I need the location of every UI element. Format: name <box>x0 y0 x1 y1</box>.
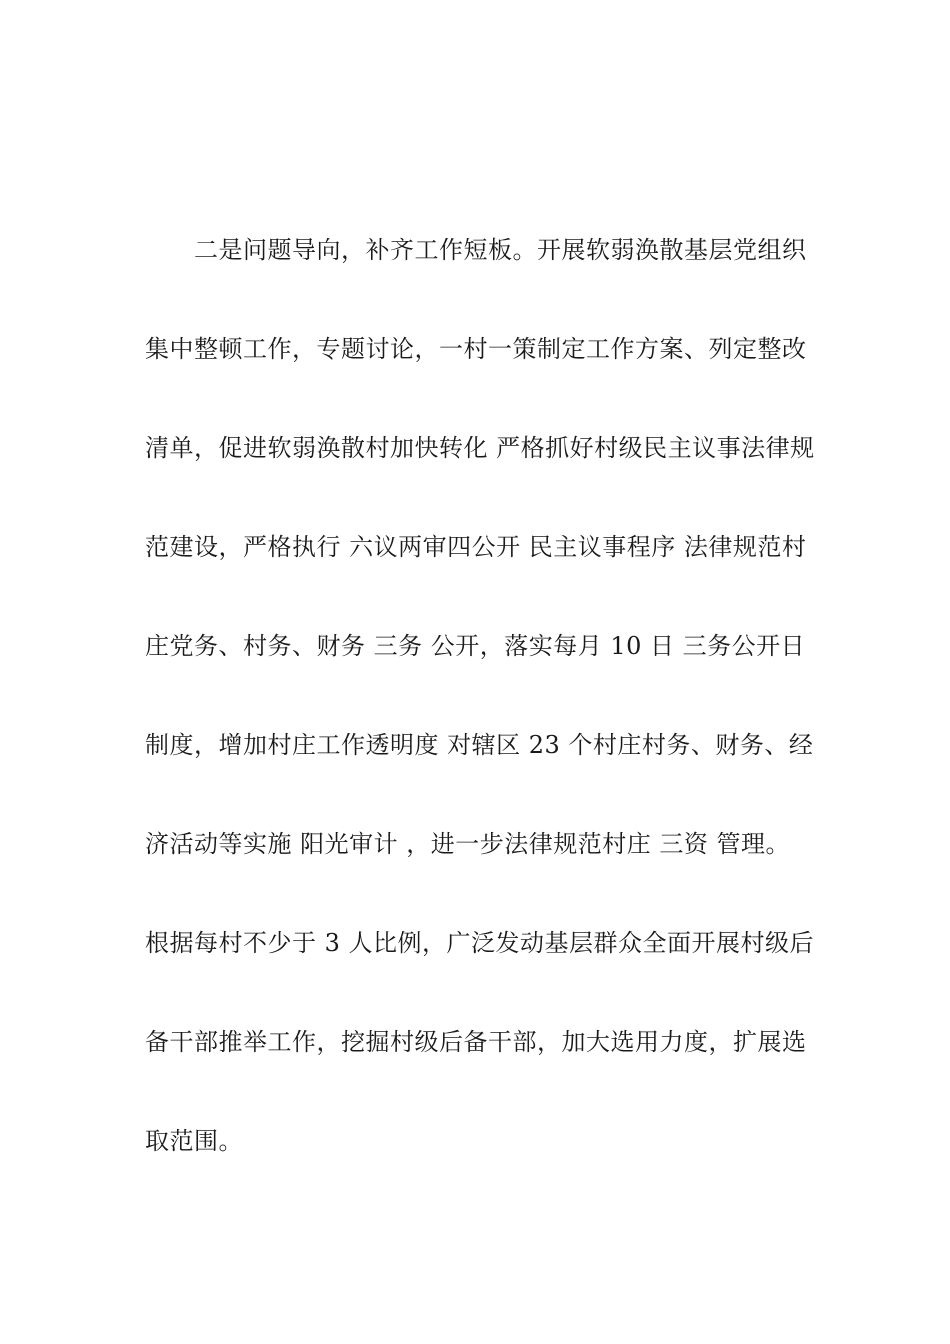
paragraph-line: 范建设，严格执行 六议两审四公开 民主议事程序 法律规范村 <box>145 533 807 561</box>
paragraph-line: 集中整顿工作，专题讨论，一村一策制定工作方案、列定整改 <box>145 335 807 363</box>
paragraph-line: 清单，促进软弱涣散村加快转化 严格抓好村级民主议事法律规 <box>145 434 815 462</box>
paragraph-line: 备干部推举工作，挖掘村级后备干部，加大选用力度，扩展选 <box>145 1028 807 1056</box>
paragraph-line: 庄党务、村务、财务 三务 公开，落实每月 10 日 三务公开日 <box>145 632 806 660</box>
paragraph-line: 取范围。 <box>145 1127 243 1155</box>
paragraph-line: 根据每村不少于 3 人比例，广泛发动基层群众全面开展村级后 <box>145 929 815 957</box>
paragraph <box>145 230 815 1220</box>
paragraph-line: 济活动等实施 阳光审计 ，进一步法律规范村庄 三资 管理。 <box>145 830 791 858</box>
paragraph-line: 二是问题导向，补齐工作短板。开展软弱涣散基层党组织 <box>145 236 807 264</box>
paragraph-line: 制度，增加村庄工作透明度 对辖区 23 个村庄村务、财务、经 <box>145 731 814 759</box>
